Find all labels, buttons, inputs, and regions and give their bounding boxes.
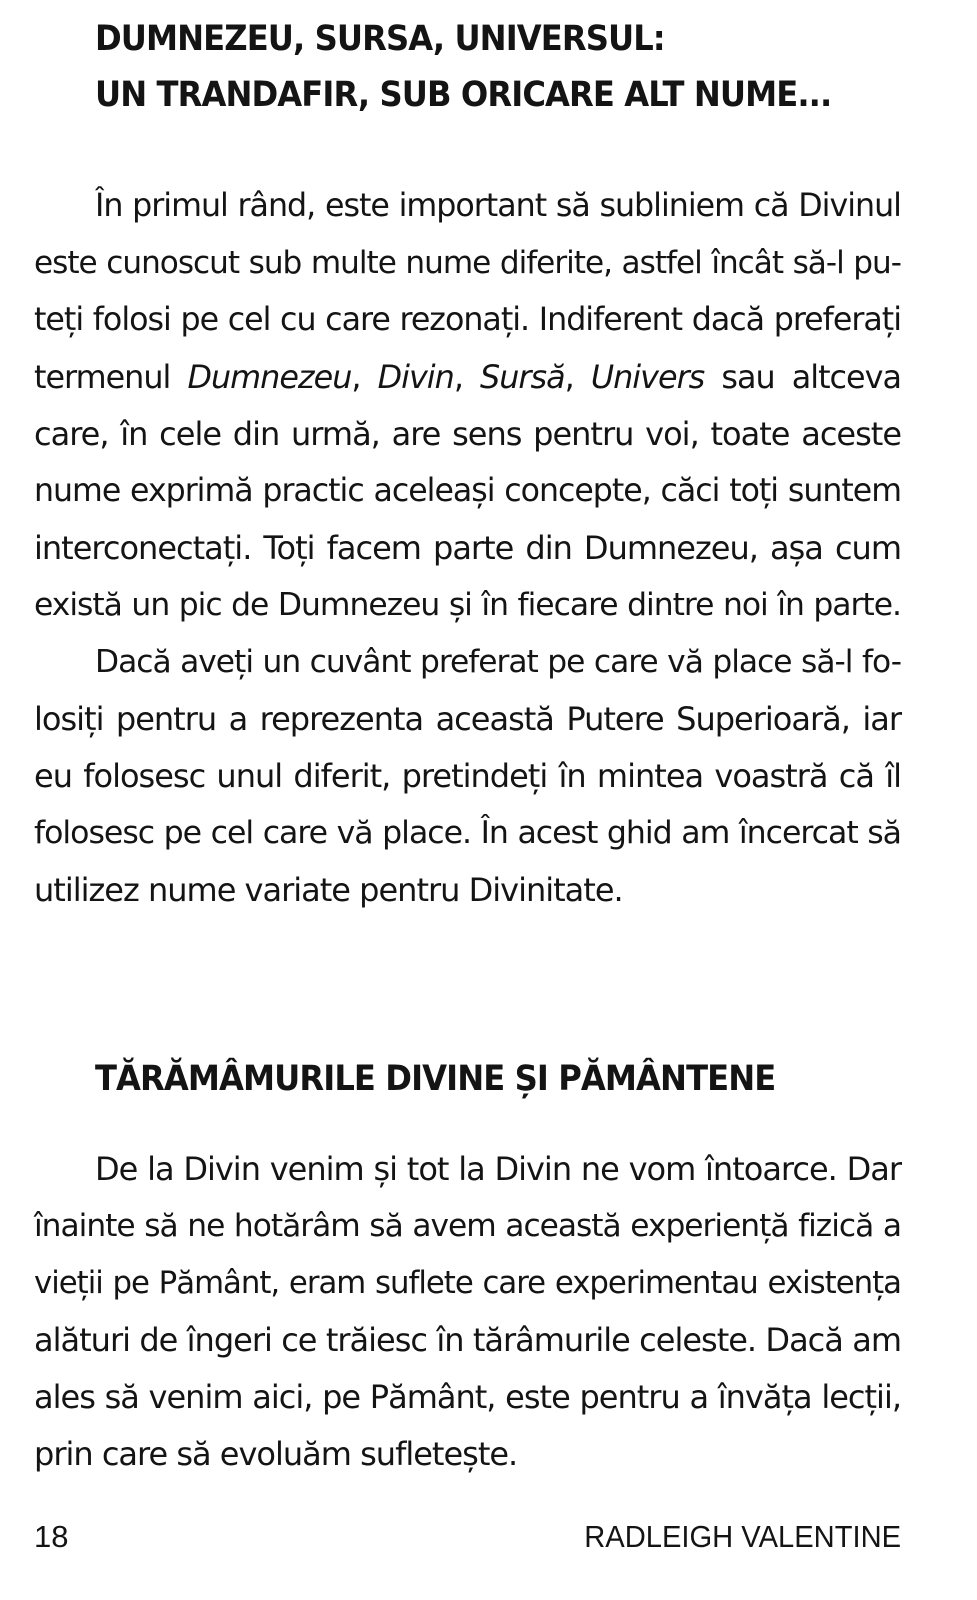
text-line: există un pic de Dumnezeu și în fiecare dintre noi în parte.	[34, 587, 901, 623]
text-line: teți folosi pe cel cu care rezonați. Indiferent dacă preferați	[34, 302, 901, 338]
text-line: înainte să ne hotărâm să avem această experiență fizică a	[34, 1208, 901, 1244]
text-segment: sau altceva	[704, 358, 901, 396]
heading-line: UN TRANDAFIR, SUB ORICARE ALT NUME...	[95, 75, 832, 115]
text-line: Dacă aveți un cuvânt preferat pe care vă place să-l fo-	[95, 644, 901, 680]
text-line: este cunoscut sub multe nume diferite, astfel încât să-l pu-	[34, 245, 901, 281]
heading-line: DUMNEZEU, SURSA, UNIVERSUL:	[95, 19, 665, 59]
text-line: interconectați. Toți facem parte din Dumnezeu, așa cum	[34, 529, 901, 567]
text-line: ales să venim aici, pe Pământ, este pentru a învăța lecții,	[34, 1378, 901, 1416]
separator: ,	[351, 358, 378, 396]
text-line: care, în cele din urmă, are sens pentru voi, toate aceste	[34, 415, 901, 453]
text-line: prin care să evoluăm sufletește.	[34, 1435, 518, 1473]
heading-line: TĂRĂMÂMURILE DIVINE ȘI PĂMÂNTENE	[95, 1059, 776, 1099]
text-segment: termenul	[34, 358, 188, 396]
section-heading	[95, 11, 868, 123]
text-line: folosesc pe cel care vă place. În acest ghid am încercat să	[34, 815, 901, 851]
author-name: RADLEIGH VALENTINE	[584, 1519, 901, 1554]
term-divin: Divin	[377, 358, 454, 396]
text-line: În primul rând, este important să subliniem că Divinul	[95, 188, 901, 224]
term-univers: Univers	[590, 358, 705, 396]
paragraph-block	[34, 178, 901, 919]
separator: ,	[564, 358, 591, 396]
text-line-with-terms	[34, 349, 901, 406]
text-line: De la Divin venim și tot la Divin ne vom întoarce. Dar	[95, 1150, 901, 1188]
text-line: alături de îngeri ce trăiesc în tărâmurile celeste. Dacă am	[34, 1321, 901, 1359]
text-line: vieții pe Pământ, eram suflete care experimentau existența	[34, 1265, 901, 1301]
separator: ,	[453, 358, 481, 396]
text-line: losiți pentru a reprezenta această Putere Superioară, iar	[34, 700, 901, 738]
term-dumnezeu: Dumnezeu	[187, 358, 352, 396]
text-line: nume exprimă practic aceleași concepte, căci toți suntem	[34, 473, 901, 509]
section-heading	[95, 1051, 868, 1107]
page-number: 18	[34, 1519, 69, 1554]
text-line: eu folosesc unul diferit, pretindeți în mintea voastră că îl	[34, 757, 901, 795]
text-line: utilizez nume variate pentru Divinitate.	[34, 871, 623, 909]
paragraph-block	[34, 1141, 901, 1483]
term-sursa: Sursă	[480, 358, 565, 396]
